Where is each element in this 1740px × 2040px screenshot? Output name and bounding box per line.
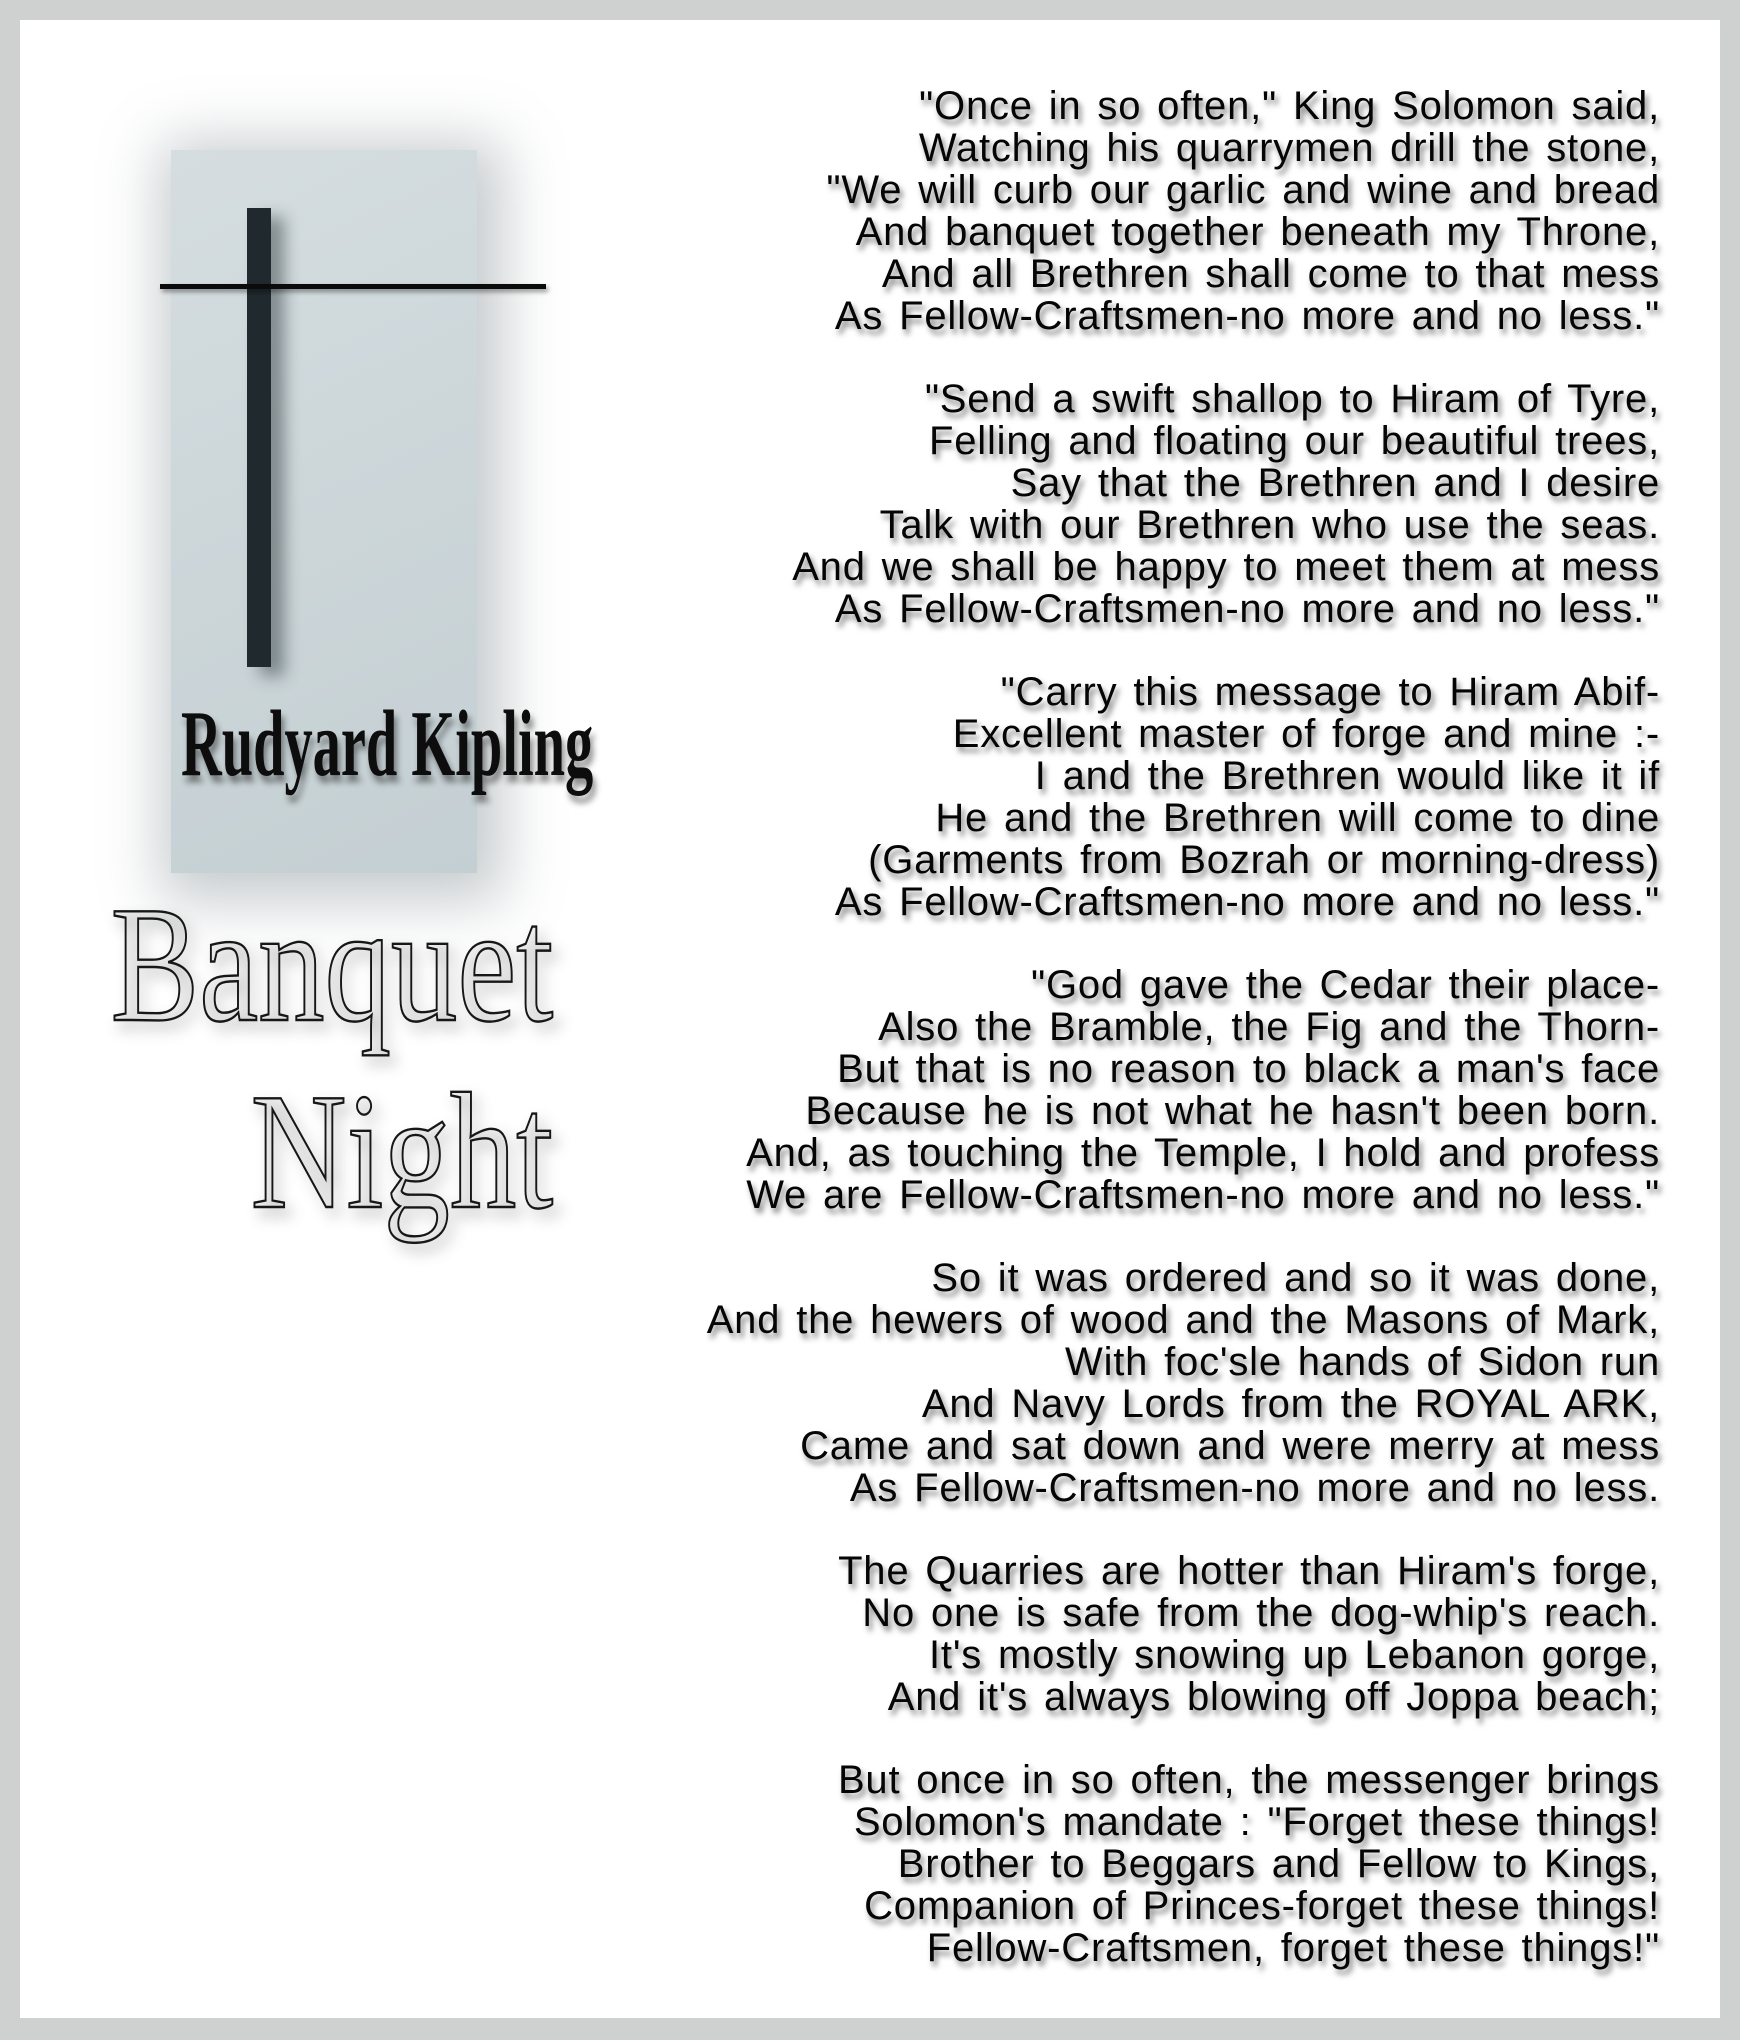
poem-line: No one is safe from the dog-whip's reach. — [862, 1591, 1660, 1635]
poem-line: The Quarries are hotter than Hiram's forge, — [838, 1549, 1660, 1593]
poem-line: Brother to Beggars and Fellow to Kings, — [897, 1842, 1660, 1886]
poem-line: Say that the Brethren and I desire — [1010, 461, 1660, 505]
poem-line: I and the Brethren would like it if — [1034, 754, 1660, 798]
poem-line: But that is no reason to black a man's face — [837, 1047, 1660, 1091]
poem-stanza-5 — [460, 1257, 1660, 1509]
page-background — [20, 20, 1720, 2018]
poem — [460, 85, 1660, 1969]
poem-line: And, as touching the Temple, I hold and profess — [746, 1131, 1660, 1175]
poem-line: As Fellow-Craftsmen-no more and no less. — [849, 1466, 1660, 1510]
poem-line: Companion of Princes-forget these things! — [864, 1884, 1660, 1928]
poem-line: As Fellow-Craftsmen-no more and no less." — [834, 294, 1660, 338]
poem-line: "Once in so often," King Solomon said, — [919, 84, 1660, 128]
poem-line: And all Brethren shall come to that mess — [881, 252, 1660, 296]
poem-line: Solomon's mandate : "Forget these things! — [853, 1800, 1660, 1844]
poem-stanza-1 — [460, 85, 1660, 337]
vertical-bar-shape — [247, 208, 271, 667]
poem-line: We are Fellow-Craftsmen-no more and no less." — [746, 1173, 1660, 1217]
poem-stanza-3 — [460, 671, 1660, 923]
poem-line: Talk with our Brethren who use the seas. — [879, 503, 1660, 547]
poem-line: He and the Brethren will come to dine — [935, 796, 1660, 840]
poem-line: As Fellow-Craftsmen-no more and no less." — [834, 587, 1660, 631]
poem-stanza-7 — [460, 1759, 1660, 1969]
poem-line: "Send a swift shallop to Hiram of Tyre, — [924, 377, 1660, 421]
poem-line: Felling and floating our beautiful trees, — [928, 419, 1660, 463]
poem-line: "We will curb our garlic and wine and bread — [826, 168, 1660, 212]
poem-stanza-4 — [460, 964, 1660, 1216]
poem-line: Excellent master of forge and mine :- — [952, 712, 1660, 756]
poem-stanza-2 — [460, 378, 1660, 630]
poem-line: And it's always blowing off Joppa beach; — [887, 1675, 1660, 1719]
poem-line: So it was ordered and so it was done, — [931, 1256, 1660, 1300]
poem-line: With foc'sle hands of Sidon run — [1065, 1340, 1660, 1384]
poem-line: But once in so often, the messenger brings — [837, 1758, 1660, 1802]
poem-line: And Navy Lords from the ROYAL ARK, — [921, 1382, 1660, 1426]
poem-line: Fellow-Craftsmen, forget these things!" — [926, 1926, 1660, 1970]
poem-stanza-6 — [460, 1550, 1660, 1718]
poem-line: And banquet together beneath my Throne, — [855, 210, 1660, 254]
author-name-text: Rudyard Kipling — [181, 692, 594, 796]
poem-line: "Carry this message to Hiram Abif- — [1000, 670, 1660, 714]
poem-line: It's mostly snowing up Lebanon gorge, — [929, 1633, 1660, 1677]
poem-line: And we shall be happy to meet them at mess — [792, 545, 1660, 589]
poem-line: Watching his quarrymen drill the stone, — [918, 126, 1660, 170]
title-line-2: Night — [250, 1059, 553, 1243]
poem-line: "God gave the Cedar their place- — [1030, 963, 1660, 1007]
poem-line: As Fellow-Craftsmen-no more and no less." — [834, 880, 1660, 924]
poem-line: (Garments from Bozrah or morning-dress) — [868, 838, 1660, 882]
poem-line: Because he is not what he hasn't been born. — [805, 1089, 1660, 1133]
poem-line: Also the Bramble, the Fig and the Thorn- — [878, 1005, 1660, 1049]
poem-line: Came and sat down and were merry at mess — [800, 1424, 1660, 1468]
poem-line: And the hewers of wood and the Masons of Mark, — [706, 1298, 1660, 1342]
title-line-1: Banquet — [110, 872, 553, 1056]
